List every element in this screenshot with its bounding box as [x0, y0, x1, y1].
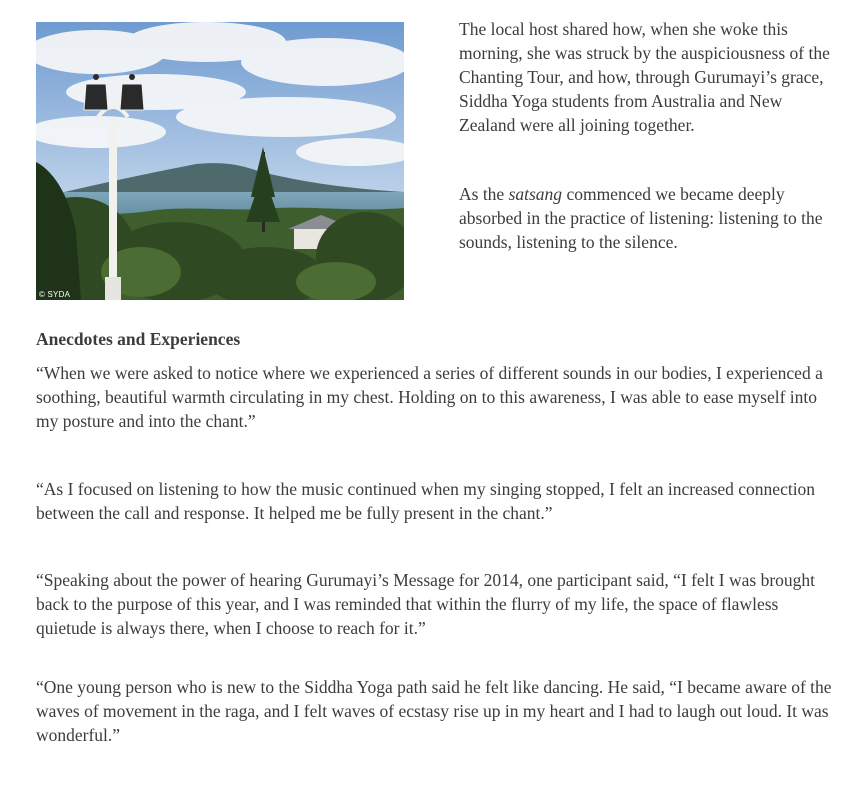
landscape-photo — [36, 22, 404, 300]
intro-p2-after: commenced we became deeply absorbed in the practice of listening: listening to the sounds, listening to the silence. — [459, 184, 823, 252]
quote-2: “As I focused on listening to how the music continued when my singing stopped, I felt an increased connection between the call and response. It helped me be fully present in the chant.” — [36, 479, 816, 523]
intro-paragraph-1: The local host shared how, when she woke this morning, she was struck by the auspiciousness of the Chanting Tour, and how, through Gurumayi’s grace, Siddha Yoga students from Australia and New Zealand were all joining together. — [459, 19, 830, 135]
quote-3: “Speaking about the power of hearing Gurumayi’s Message for 2014, one participant said, “I felt I was brought back to the purpose of this year, and I was reminded that within the flurry of my life, the space of flawless quietude is always there, when I choose to reach for it.” — [36, 570, 816, 638]
photo-credit: © SYDA — [39, 290, 71, 299]
landscape-illustration — [36, 22, 404, 300]
quotes-list — [36, 361, 836, 745]
quote-1: “When we were asked to notice where we experienced a series of different sounds in our bodies, I experienced a soothing, beautiful warmth circulating in my chest. Holding on to this awareness, I was able to ease myself into my posture and into the chant.” — [36, 363, 823, 431]
satsang-term: satsang — [508, 184, 563, 204]
intro-text — [459, 17, 839, 254]
quote-4: “One young person who is new to the Siddha Yoga path said he felt like dancing. He said, “I became aware of the waves of movement in the raga, and I felt waves of ecstasy rise up in my heart and I had to laugh out loud. It was wonderful.” — [36, 677, 832, 745]
intro-p2-before: As the — [459, 184, 509, 204]
section-heading: Anecdotes and Experiences — [36, 329, 241, 349]
intro-paragraph-2 — [459, 182, 839, 254]
